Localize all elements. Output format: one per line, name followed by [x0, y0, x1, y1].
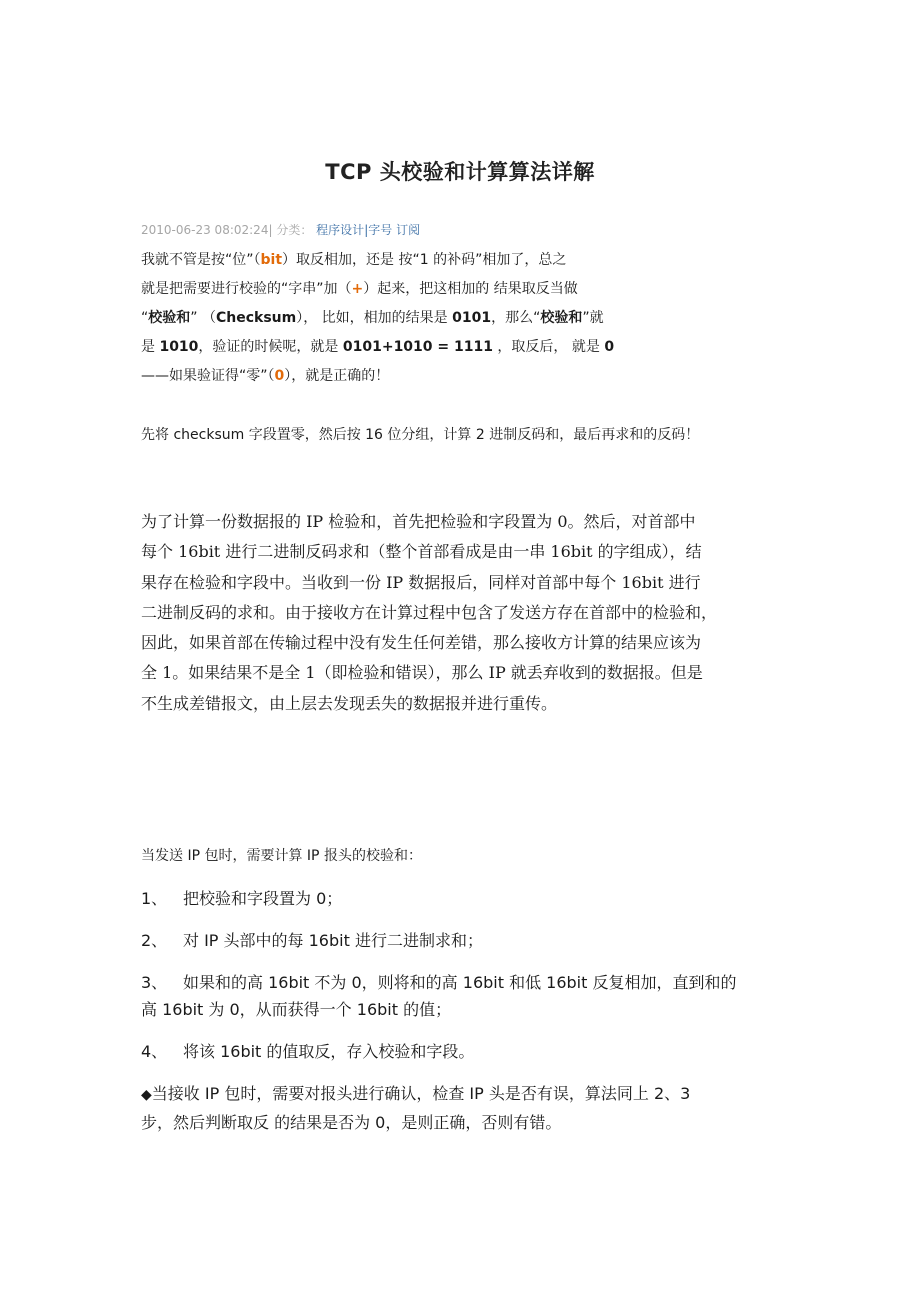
intro-line: 我就不管是按“位”（bit）取反相加，还是 按“1 的补码”相加了，总之: [141, 252, 567, 268]
sum-value: 0101: [452, 310, 492, 326]
paragraph-line: 不生成差错报文，由上层去发现丢失的数据报并进行重传。: [141, 693, 558, 713]
list-item: 1、 把校验和字段置为 0；: [141, 885, 791, 912]
intro-block: [141, 246, 781, 391]
list-item: 4、 将该 16bit 的值取反，存入校验和字段。: [141, 1038, 791, 1065]
paragraph-line: 因此，如果首部在传输过程中没有发生任何差错，那么接收方计算的结果应该为: [141, 633, 702, 653]
post-meta: [141, 221, 420, 238]
receive-line: ◆当接收 IP 包时，需要对报头进行确认，检查 IP 头是否有误，算法同上 2、3: [141, 1084, 691, 1103]
verify-expression: 0101+1010 = 1111: [342, 339, 493, 355]
intro-line: 就是把需要进行校验的“字串”加（+）起来，把这相加的 结果取反当做: [141, 281, 578, 297]
page-title: TCP 头校验和计算算法详解: [325, 160, 595, 184]
meta-separator: |: [364, 223, 369, 237]
plus-highlight: +: [351, 281, 364, 297]
category-link[interactable]: 程序设计: [316, 223, 365, 237]
checksum-term: 校验和: [540, 310, 583, 326]
intro-line: 是 1010，验证的时候呢，就是 0101+1010 = 1111 ，取反后， 就是 0: [141, 339, 615, 355]
list-item: 2、 对 IP 头部中的每 16bit 进行二进制求和；: [141, 927, 791, 954]
step-number: 4、: [141, 1042, 168, 1061]
paragraph-line: 果存在检验和字段中。当收到一份 IP 数据报后，同样对首部中每个 16bit 进行: [141, 572, 701, 592]
paragraph-line: 全 1。如果结果不是全 1（即检验和错误），那么 IP 就丢弃收到的数据报。但是: [141, 663, 703, 683]
checksum-note: 先将 checksum 字段置零，然后按 16 位分组，计算 2 进制反码和，最后再求和的反码！: [141, 427, 700, 443]
diamond-bullet-icon: ◆: [141, 1087, 152, 1103]
font-size-link[interactable]: 字号: [368, 223, 393, 237]
step-number: 2、: [141, 931, 168, 950]
inverse-value: 1010: [159, 339, 199, 355]
send-intro: 当发送 IP 包时，需要计算 IP 报头的校验和：: [141, 848, 422, 864]
paragraph-line: 为了计算一份数据报的 IP 检验和，首先把检验和字段置为 0。然后，对首部中: [141, 512, 696, 531]
list-item-continuation: 高 16bit 为 0，从而获得一个 16bit 的值；: [141, 1000, 452, 1019]
steps-list: [141, 885, 791, 1136]
post-datetime: 2010-06-23 08:02:24|: [141, 223, 273, 237]
intro-line: “校验和” （Checksum）， 比如，相加的结果是 0101，那么“校验和”就: [141, 310, 604, 326]
checksum-english: Checksum: [215, 310, 297, 326]
intro-line: ——如果验证得“零”（0），就是正确的！: [141, 368, 390, 384]
bit-highlight: bit: [260, 252, 283, 268]
list-item: 3、 如果和的高 16bit 不为 0，则将和的高 16bit 和低 16bit 反复相加，直到和的: [141, 969, 791, 996]
category-label: 分类：: [276, 223, 313, 237]
ip-checksum-paragraph: [141, 507, 781, 719]
receive-line: 步，然后判断取反 的结果是否为 0，是则正确，否则有错。: [141, 1113, 562, 1132]
subscribe-link[interactable]: 订阅: [396, 223, 421, 237]
paragraph-line: 二进制反码的求和。由于接收方在计算过程中包含了发送方存在首部中的检验和，: [141, 602, 718, 622]
checksum-term: 校验和: [148, 310, 191, 326]
step-number: 1、: [141, 889, 168, 908]
zero-highlight: 0: [274, 368, 285, 384]
zero-value: 0: [604, 339, 615, 355]
paragraph-line: 每个 16bit 进行二进制反码求和（整个首部看成是由一串 16bit 的字组成），结: [141, 542, 702, 562]
step-number: 3、: [141, 973, 168, 992]
